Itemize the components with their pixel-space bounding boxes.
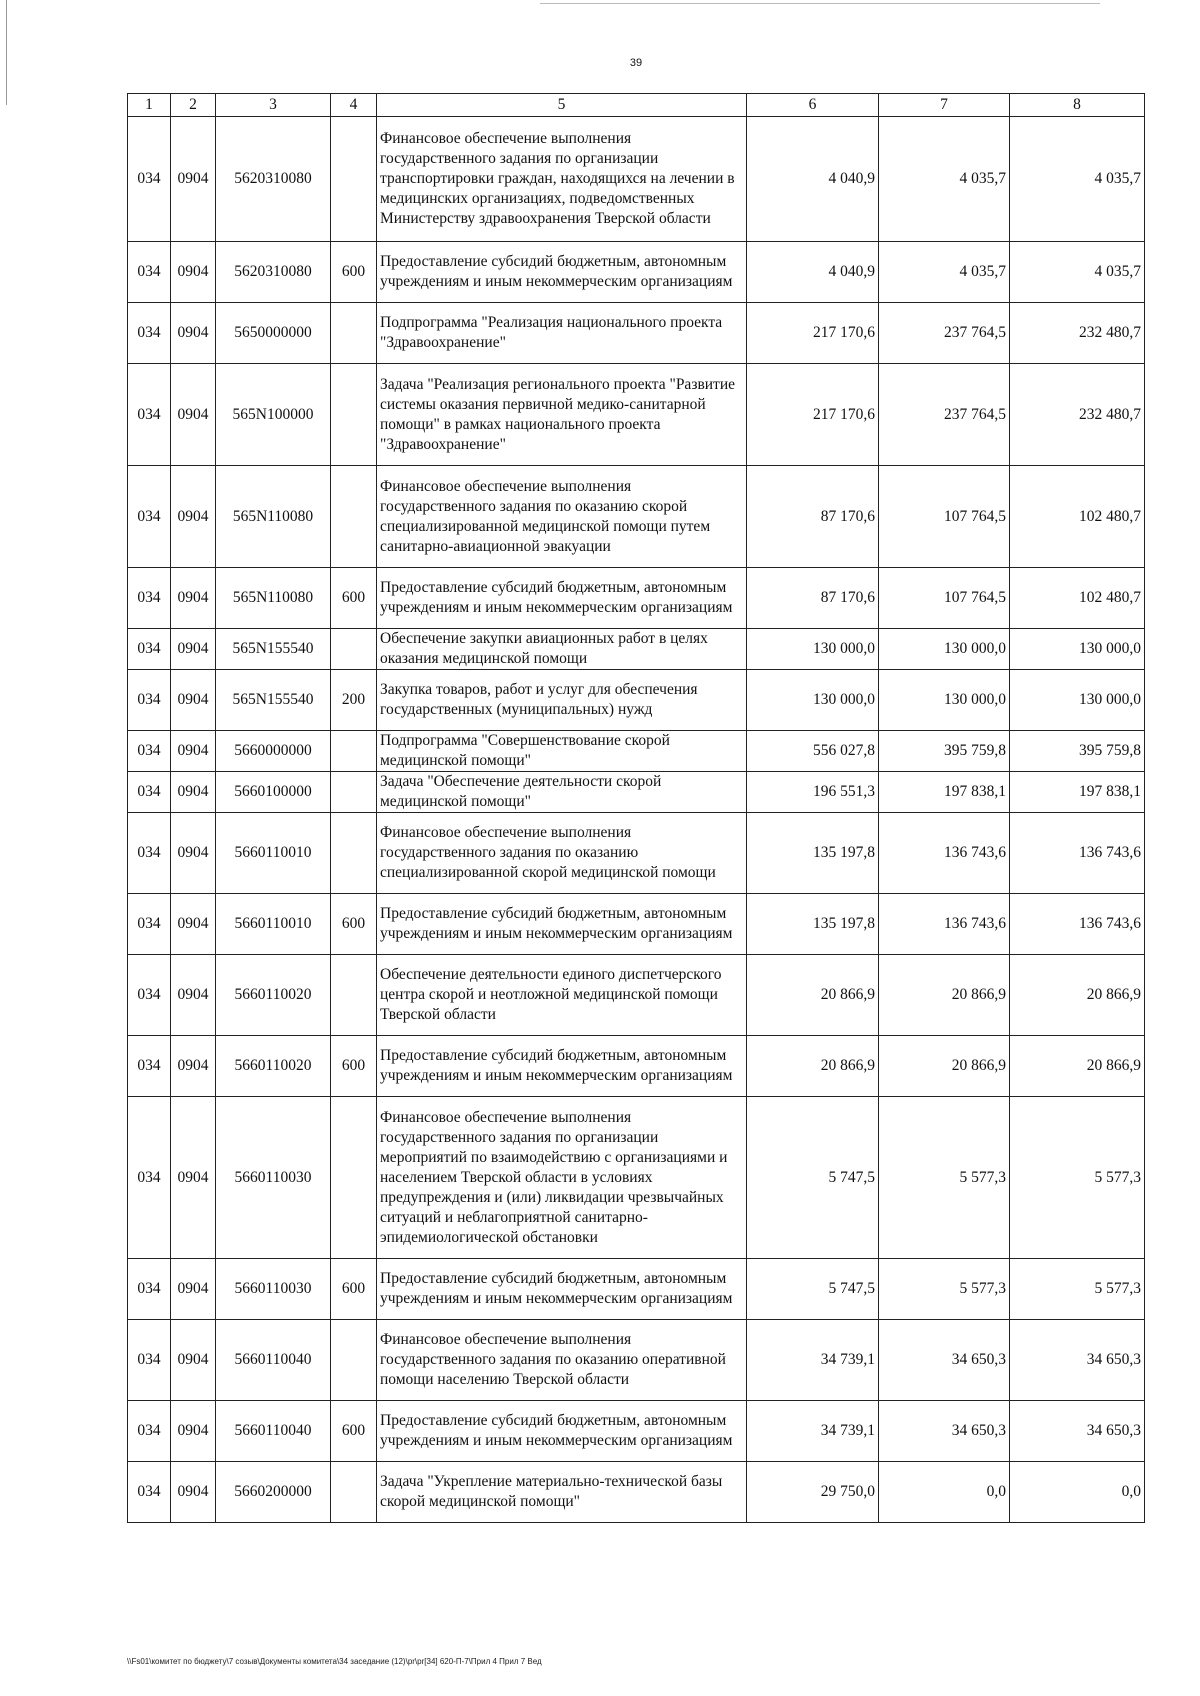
table-row — [128, 1097, 1145, 1259]
item-name-cell: Предоставление субсидий бюджетным, автономным учреждениям и иным некоммерческим организациям — [377, 1259, 747, 1320]
section-cell: 0904 — [171, 1320, 216, 1401]
amount-col7-cell: 5 577,3 — [879, 1097, 1010, 1259]
amount-col6-cell: 20 866,9 — [747, 955, 879, 1036]
expense-type-cell: 600 — [331, 568, 377, 629]
scan-left-margin-mark — [6, 0, 7, 105]
amount-col6-cell: 87 170,6 — [747, 568, 879, 629]
expense-type-cell: 600 — [331, 894, 377, 955]
amount-col6-cell: 4 040,9 — [747, 117, 879, 242]
item-name-cell: Обеспечение закупки авиационных работ в целях оказания медицинской помощи — [377, 629, 747, 670]
section-cell: 0904 — [171, 242, 216, 303]
section-cell: 0904 — [171, 772, 216, 813]
amount-col7-cell: 4 035,7 — [879, 117, 1010, 242]
section-cell: 0904 — [171, 568, 216, 629]
target-article-cell: 5660110020 — [216, 1036, 331, 1097]
item-name-cell: Предоставление субсидий бюджетным, автономным учреждениям и иным некоммерческим организациям — [377, 1401, 747, 1462]
amount-col8-cell: 34 650,3 — [1010, 1320, 1145, 1401]
section-cell: 0904 — [171, 894, 216, 955]
amount-col7-cell: 130 000,0 — [879, 629, 1010, 670]
expense-type-cell: 200 — [331, 670, 377, 731]
table-row — [128, 568, 1145, 629]
amount-col6-cell: 5 747,5 — [747, 1097, 879, 1259]
section-cell: 0904 — [171, 629, 216, 670]
amount-col7-cell: 34 650,3 — [879, 1401, 1010, 1462]
section-cell: 0904 — [171, 117, 216, 242]
table-row — [128, 1462, 1145, 1523]
target-article-cell: 565N155540 — [216, 670, 331, 731]
amount-col8-cell: 232 480,7 — [1010, 303, 1145, 364]
amount-col7-cell: 34 650,3 — [879, 1320, 1010, 1401]
amount-col8-cell: 0,0 — [1010, 1462, 1145, 1523]
amount-col7-cell: 107 764,5 — [879, 466, 1010, 568]
amount-col8-cell: 20 866,9 — [1010, 1036, 1145, 1097]
amount-col8-cell: 136 743,6 — [1010, 813, 1145, 894]
amount-col8-cell: 130 000,0 — [1010, 629, 1145, 670]
target-article-cell: 5660110010 — [216, 894, 331, 955]
expense-type-cell — [331, 117, 377, 242]
code-cell: 034 — [128, 1036, 171, 1097]
amount-col6-cell: 556 027,8 — [747, 731, 879, 772]
section-cell: 0904 — [171, 1097, 216, 1259]
amount-col6-cell: 135 197,8 — [747, 813, 879, 894]
expense-type-cell — [331, 813, 377, 894]
section-cell: 0904 — [171, 670, 216, 731]
expense-type-cell — [331, 629, 377, 670]
amount-col7-cell: 197 838,1 — [879, 772, 1010, 813]
amount-col7-cell: 5 577,3 — [879, 1259, 1010, 1320]
code-cell: 034 — [128, 242, 171, 303]
section-cell: 0904 — [171, 813, 216, 894]
section-cell: 0904 — [171, 731, 216, 772]
amount-col8-cell: 197 838,1 — [1010, 772, 1145, 813]
amount-col8-cell: 232 480,7 — [1010, 364, 1145, 466]
code-cell: 034 — [128, 1401, 171, 1462]
amount-col8-cell: 5 577,3 — [1010, 1259, 1145, 1320]
code-cell: 034 — [128, 1320, 171, 1401]
code-cell: 034 — [128, 1097, 171, 1259]
item-name-cell: Предоставление субсидий бюджетным, автономным учреждениям и иным некоммерческим организациям — [377, 1036, 747, 1097]
code-cell: 034 — [128, 1462, 171, 1523]
amount-col8-cell: 4 035,7 — [1010, 242, 1145, 303]
item-name-cell: Задача "Обеспечение деятельности скорой медицинской помощи" — [377, 772, 747, 813]
column-number-row — [128, 94, 1145, 117]
expense-type-cell — [331, 731, 377, 772]
expense-type-cell — [331, 466, 377, 568]
code-cell: 034 — [128, 731, 171, 772]
amount-col7-cell: 4 035,7 — [879, 242, 1010, 303]
item-name-cell: Закупка товаров, работ и услуг для обеспечения государственных (муниципальных) нужд — [377, 670, 747, 731]
target-article-cell: 5660100000 — [216, 772, 331, 813]
column-header: 6 — [747, 94, 879, 117]
table-row — [128, 1320, 1145, 1401]
item-name-cell: Финансовое обеспечение выполнения государственного задания по оказанию специализированной скорой медицинской помощи — [377, 813, 747, 894]
table-row — [128, 1259, 1145, 1320]
budget-table — [127, 93, 1145, 1523]
column-header: 1 — [128, 94, 171, 117]
amount-col7-cell: 136 743,6 — [879, 813, 1010, 894]
target-article-cell: 5660110040 — [216, 1320, 331, 1401]
target-article-cell: 565N155540 — [216, 629, 331, 670]
table-row — [128, 731, 1145, 772]
item-name-cell: Финансовое обеспечение выполнения государственного задания по оказанию скорой специализированной медицинской помощи путем санитарно-авиационной эвакуации — [377, 466, 747, 568]
item-name-cell: Подпрограмма "Реализация национального проекта "Здравоохранение" — [377, 303, 747, 364]
target-article-cell: 565N110080 — [216, 466, 331, 568]
target-article-cell: 5660110030 — [216, 1259, 331, 1320]
amount-col6-cell: 20 866,9 — [747, 1036, 879, 1097]
section-cell: 0904 — [171, 303, 216, 364]
target-article-cell: 5660110030 — [216, 1097, 331, 1259]
table-row — [128, 466, 1145, 568]
amount-col8-cell: 4 035,7 — [1010, 117, 1145, 242]
section-cell: 0904 — [171, 1401, 216, 1462]
amount-col6-cell: 4 040,9 — [747, 242, 879, 303]
amount-col6-cell: 217 170,6 — [747, 303, 879, 364]
table-row — [128, 303, 1145, 364]
section-cell: 0904 — [171, 1462, 216, 1523]
code-cell: 034 — [128, 670, 171, 731]
code-cell: 034 — [128, 955, 171, 1036]
expense-type-cell — [331, 1097, 377, 1259]
section-cell: 0904 — [171, 1259, 216, 1320]
page-number: 39 — [629, 57, 643, 69]
amount-col6-cell: 34 739,1 — [747, 1320, 879, 1401]
column-header: 3 — [216, 94, 331, 117]
target-article-cell: 5660110010 — [216, 813, 331, 894]
item-name-cell: Задача "Реализация регионального проекта "Развитие системы оказания первичной медико-санитарной помощи" в рамках национального проекта "Здравоохранение" — [377, 364, 747, 466]
column-header: 5 — [377, 94, 747, 117]
table-row — [128, 242, 1145, 303]
column-header: 4 — [331, 94, 377, 117]
amount-col8-cell: 102 480,7 — [1010, 568, 1145, 629]
amount-col8-cell: 395 759,8 — [1010, 731, 1145, 772]
target-article-cell: 5660000000 — [216, 731, 331, 772]
amount-col6-cell: 217 170,6 — [747, 364, 879, 466]
code-cell: 034 — [128, 364, 171, 466]
scan-top-line — [540, 3, 1100, 4]
column-header: 2 — [171, 94, 216, 117]
expense-type-cell: 600 — [331, 1259, 377, 1320]
amount-col6-cell: 34 739,1 — [747, 1401, 879, 1462]
item-name-cell: Финансовое обеспечение выполнения государственного задания по оказанию оперативной помощи населению Тверской области — [377, 1320, 747, 1401]
section-cell: 0904 — [171, 955, 216, 1036]
code-cell: 034 — [128, 894, 171, 955]
code-cell: 034 — [128, 117, 171, 242]
item-name-cell: Обеспечение деятельности единого диспетчерского центра скорой и неотложной медицинской помощи Тверской области — [377, 955, 747, 1036]
expense-type-cell: 600 — [331, 1036, 377, 1097]
amount-col8-cell: 5 577,3 — [1010, 1097, 1145, 1259]
code-cell: 034 — [128, 629, 171, 670]
amount-col7-cell: 107 764,5 — [879, 568, 1010, 629]
section-cell: 0904 — [171, 466, 216, 568]
table-row — [128, 629, 1145, 670]
expense-type-cell — [331, 364, 377, 466]
item-name-cell: Финансовое обеспечение выполнения государственного задания по организации транспортировки граждан, находящихся на лечении в медицинских организациях, подведомственных Министерству здравоохранения Тверской области — [377, 117, 747, 242]
amount-col8-cell: 130 000,0 — [1010, 670, 1145, 731]
amount-col8-cell: 102 480,7 — [1010, 466, 1145, 568]
target-article-cell: 5620310080 — [216, 242, 331, 303]
target-article-cell: 565N100000 — [216, 364, 331, 466]
item-name-cell: Предоставление субсидий бюджетным, автономным учреждениям и иным некоммерческим организациям — [377, 568, 747, 629]
code-cell: 034 — [128, 813, 171, 894]
target-article-cell: 5660200000 — [216, 1462, 331, 1523]
table-row — [128, 1401, 1145, 1462]
item-name-cell: Предоставление субсидий бюджетным, автономным учреждениям и иным некоммерческим организациям — [377, 242, 747, 303]
item-name-cell: Финансовое обеспечение выполнения государственного задания по организации мероприятий по взаимодействию с организациями и населением Тверской области в условиях предупреждения и (или) ликвидации чрезвычайных ситуаций и неблагоприятной санитарно-эпидемиологической обстановки — [377, 1097, 747, 1259]
amount-col7-cell: 20 866,9 — [879, 1036, 1010, 1097]
code-cell: 034 — [128, 1259, 171, 1320]
amount-col7-cell: 395 759,8 — [879, 731, 1010, 772]
amount-col7-cell: 237 764,5 — [879, 364, 1010, 466]
table-row — [128, 772, 1145, 813]
amount-col6-cell: 130 000,0 — [747, 670, 879, 731]
code-cell: 034 — [128, 772, 171, 813]
amount-col7-cell: 136 743,6 — [879, 894, 1010, 955]
target-article-cell: 5650000000 — [216, 303, 331, 364]
amount-col7-cell: 20 866,9 — [879, 955, 1010, 1036]
amount-col6-cell: 196 551,3 — [747, 772, 879, 813]
expense-type-cell: 600 — [331, 242, 377, 303]
expense-type-cell: 600 — [331, 1401, 377, 1462]
table-row — [128, 813, 1145, 894]
target-article-cell: 5660110020 — [216, 955, 331, 1036]
expense-type-cell — [331, 303, 377, 364]
table-row — [128, 955, 1145, 1036]
target-article-cell: 5660110040 — [216, 1401, 331, 1462]
code-cell: 034 — [128, 568, 171, 629]
amount-col6-cell: 5 747,5 — [747, 1259, 879, 1320]
target-article-cell: 565N110080 — [216, 568, 331, 629]
code-cell: 034 — [128, 303, 171, 364]
amount-col6-cell: 29 750,0 — [747, 1462, 879, 1523]
expense-type-cell — [331, 1462, 377, 1523]
amount-col7-cell: 130 000,0 — [879, 670, 1010, 731]
item-name-cell: Задача "Укрепление материально-технической базы скорой медицинской помощи" — [377, 1462, 747, 1523]
expense-type-cell — [331, 1320, 377, 1401]
amount-col8-cell: 34 650,3 — [1010, 1401, 1145, 1462]
section-cell: 0904 — [171, 364, 216, 466]
amount-col7-cell: 237 764,5 — [879, 303, 1010, 364]
table-row — [128, 364, 1145, 466]
amount-col6-cell: 135 197,8 — [747, 894, 879, 955]
item-name-cell: Подпрограмма "Совершенствование скорой медицинской помощи" — [377, 731, 747, 772]
table-row — [128, 670, 1145, 731]
section-cell: 0904 — [171, 1036, 216, 1097]
amount-col7-cell: 0,0 — [879, 1462, 1010, 1523]
amount-col8-cell: 136 743,6 — [1010, 894, 1145, 955]
table-row — [128, 117, 1145, 242]
file-path-footer: \\Fs01\комитет по бюджету\7 созыв\Документы комитета\34 заседание (12)\pr\pr[34] 620-П-7\Прил 4 Прил 7 Вед — [127, 1657, 542, 1666]
table-row — [128, 1036, 1145, 1097]
amount-col6-cell: 87 170,6 — [747, 466, 879, 568]
amount-col6-cell: 130 000,0 — [747, 629, 879, 670]
column-header: 7 — [879, 94, 1010, 117]
target-article-cell: 5620310080 — [216, 117, 331, 242]
expense-type-cell — [331, 772, 377, 813]
amount-col8-cell: 20 866,9 — [1010, 955, 1145, 1036]
column-header: 8 — [1010, 94, 1145, 117]
code-cell: 034 — [128, 466, 171, 568]
expense-type-cell — [331, 955, 377, 1036]
item-name-cell: Предоставление субсидий бюджетным, автономным учреждениям и иным некоммерческим организациям — [377, 894, 747, 955]
table-row — [128, 894, 1145, 955]
